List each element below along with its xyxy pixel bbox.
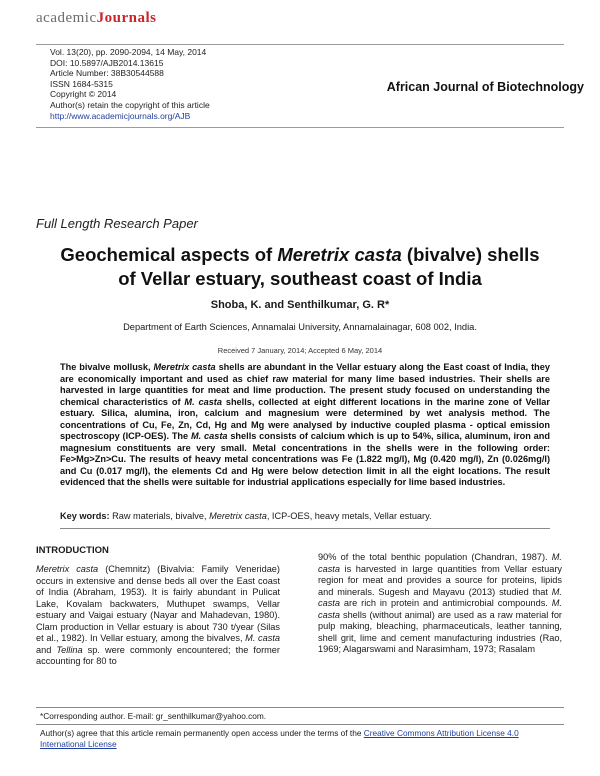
license-divider [36, 724, 564, 725]
page-title: Geochemical aspects of Meretrix casta (bivalve) shells of Vellar estuary, southeast coast of India [60, 244, 540, 289]
license-link[interactable]: Creative Commons Attribution License 4.0 International License [40, 728, 519, 749]
license-note: Author(s) agree that this article remain permanently open access under the terms of the Creative Commons Attribution License 4.0 International License [40, 728, 519, 749]
section-heading: INTRODUCTION [36, 545, 109, 556]
meta-issn: ISSN 1684-5315 [50, 78, 113, 89]
journal-name: African Journal of Biotechnology [386, 80, 584, 94]
meta-doi: DOI: 10.5897/AJB2014.13615 [50, 57, 164, 68]
authors: Shoba, K. and Senthilkumar, G. R* [210, 299, 390, 311]
meta-copyright: Copyright © 2014 [50, 89, 117, 100]
article-type: Full Length Research Paper [36, 216, 198, 231]
received-accepted-dates: Received 7 January, 2014; Accepted 6 May, 2014 [217, 346, 383, 355]
intro-column-right: 90% of the total benthic population (Chandran, 1987). M. casta is harvested in large quantities from Vellar estuary region for meat and provides a source for proteins, lipids and minerals. Sugesh and Mayavu (2013) studied that M. casta are rich in protein and antimicrobial compounds. M. casta shells (without animal) are used as a raw material for pulp making, bleaching, pharmaceuticals, leather tanning, shell grit, lime and cement manufacturing industries (Rao, 1969; Alagarswami and Narasimham, 1973; Rasalam [318, 552, 562, 654]
meta-volume: Vol. 13(20), pp. 2090-2094, 14 May, 2014 [50, 47, 207, 57]
meta-rights: Author(s) retain the copyright of this article [50, 99, 210, 110]
article-meta [50, 47, 270, 121]
corresponding-author: *Corresponding author. E-mail: gr_senthilkumar@yahoo.com. [40, 711, 267, 721]
intro-column-left: Meretrix casta (Chemnitz) (Bivalvia: Family Veneridae) occurs in extensive and dense beds all over the East coast of India (Abraham, 1953). It is fairly abundant in Pulicat Lake, Kovalam backwaters, Muthupet swamps, Vellar estuary and Vaigai estuary (Nayar and Mahadevan, 1980). Clam production in Vellar estuary is about 730 t/year (Silas et al., 1982). In Vellar estuary, among the bivalves, M. casta and Tellina sp. were commonly encountered; the former accounting for 80 to [36, 564, 280, 666]
publisher-logo: academicJournals [36, 10, 157, 26]
footnote-divider [36, 707, 564, 708]
keywords: Key words: Raw materials, bivalve, Meretrix casta, ICP-OES, heavy metals, Vellar estuary. [60, 511, 432, 521]
abstract: The bivalve mollusk, Meretrix casta shells are abundant in the Vellar estuary along the East coast of India, they are economically important and used as chief raw material for many lime based industries. Their shells are harvested in large quantities for meat and lime production. The present study focused on understanding the chemical characteristics of M. casta shells, collected at eight different locations in the marine zone of Vellar estuary. Silica, alumina, iron, calcium and magnesium were determined by wet analysis method. The concentrations of Cu, Fe, Zn, Cd, Hg and Mg were analysed by inductive coupled plasma - optical emission spectroscopy (ICP-OES). The M. casta shells consists of calcium which is up to 54%, silica, aluminum, iron and magnesium constituents are very small. Metal concentrations in the shells were in the following order: Fe>Mg>Zn>Cu. The results of heavy metal concentrations was Fe (1.822 mg/l), Mg (0.420 mg/l), Zn (0.026mg/l) and Cu (0.017 mg/l), the elements Cd and Hg were below detection limit in all the eight locations. The result evidenced that the shells were suitable for industrial applications especially for lime based industries. [60, 362, 550, 487]
journal-url-link[interactable]: http://www.academicjournals.org/AJB [50, 110, 191, 121]
divider [60, 528, 550, 529]
meta-article-number: Article Number: 38B30544588 [50, 68, 164, 79]
affiliation: Department of Earth Sciences, Annamalai University, Annamalainagar, 608 002, India. [123, 322, 477, 332]
